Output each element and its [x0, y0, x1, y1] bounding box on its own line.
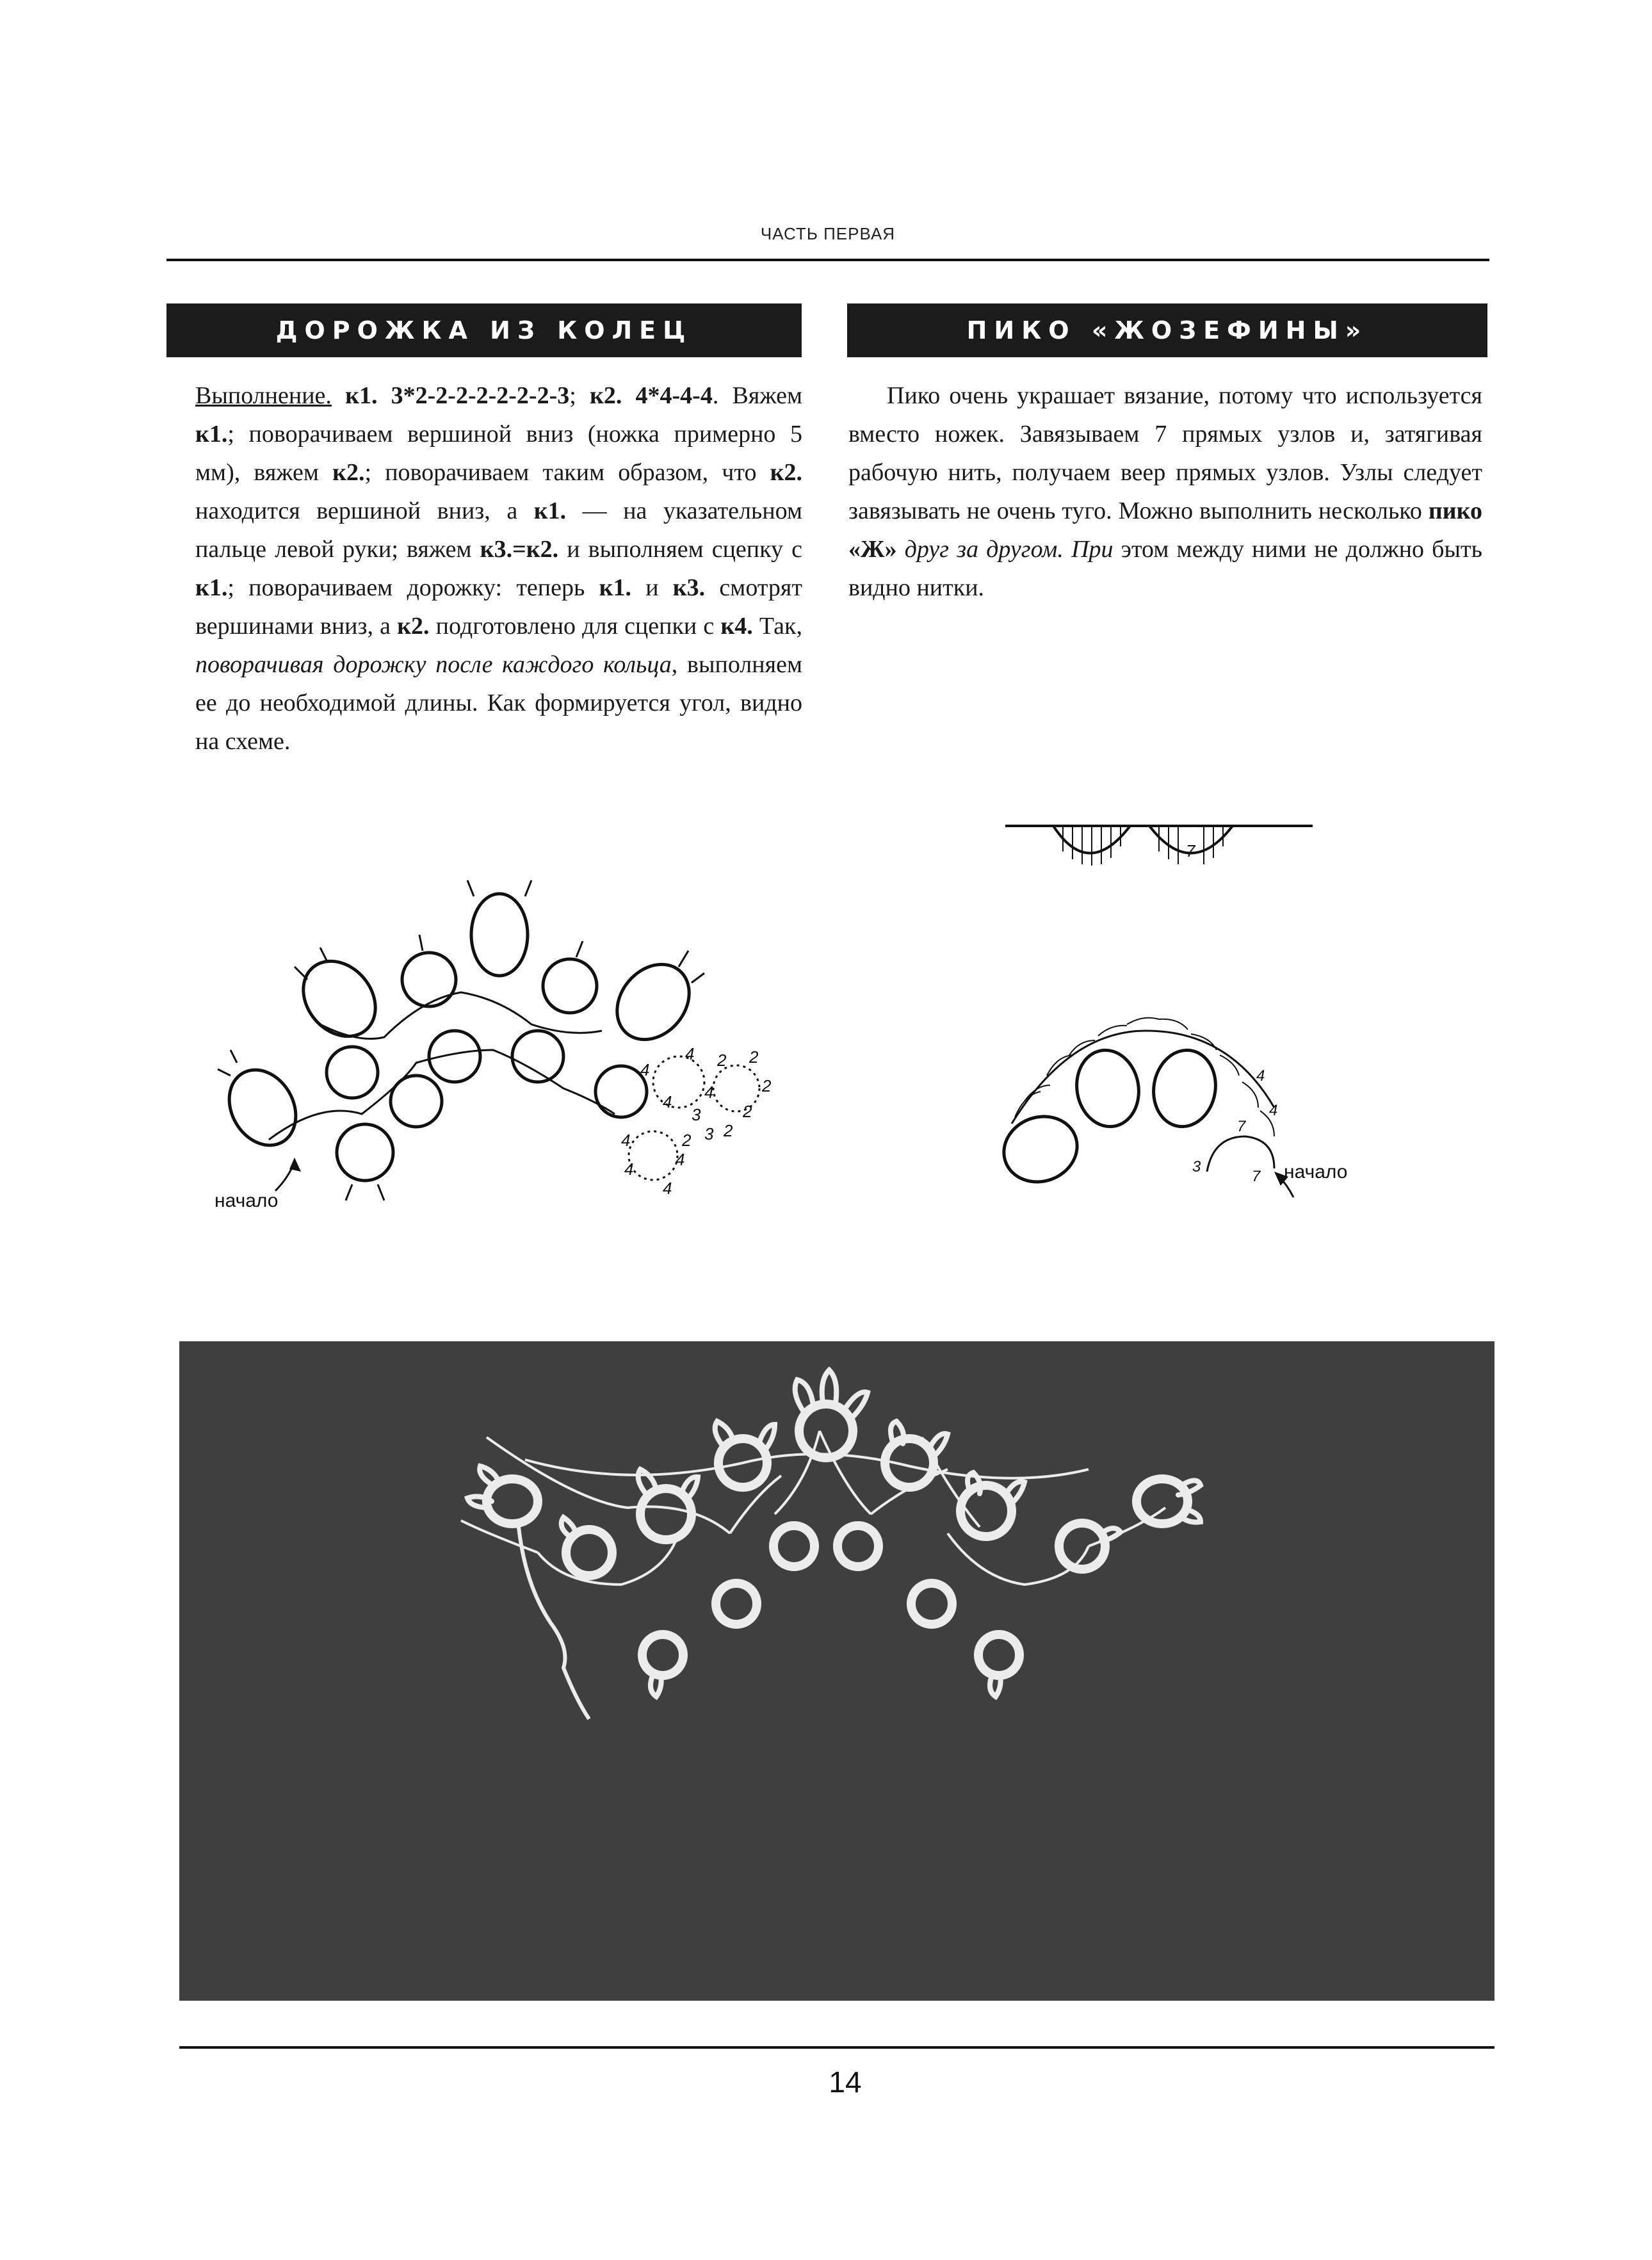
thread-tail	[519, 1527, 589, 1719]
ring	[327, 1047, 378, 1098]
ring	[595, 1066, 647, 1117]
ring	[337, 1124, 393, 1181]
ring	[391, 1076, 442, 1127]
tatting-photo	[179, 1341, 1494, 2001]
knot-count-label: 4	[1269, 1102, 1278, 1119]
ring-count-label: 2	[762, 1076, 772, 1095]
rings-path-diagram	[192, 871, 820, 1229]
ring-count-label: 4	[685, 1044, 695, 1063]
ring-count-label: 2	[717, 1051, 727, 1070]
start-label: начало	[215, 1190, 279, 1211]
ring	[1147, 1045, 1221, 1132]
ring-in-progress	[1207, 1136, 1274, 1172]
section-heading-rings-path: ДОРОЖКА ИЗ КОЛЕЦ	[166, 303, 802, 357]
ring-in-progress	[629, 1131, 677, 1180]
picot-loops	[467, 1370, 1201, 1697]
ring-in-progress	[653, 1056, 704, 1108]
ring	[429, 1031, 480, 1082]
knot-count-label: 7	[1252, 1168, 1261, 1185]
picots	[218, 880, 704, 1200]
ring-count-label: 4	[676, 1150, 685, 1169]
running-head: ЧАСТЬ ПЕРВАЯ	[760, 224, 896, 243]
ring	[216, 1058, 309, 1157]
ring-count-label: 2	[743, 1102, 752, 1121]
ring-count-label: 2	[724, 1121, 733, 1140]
knot-count-label: 7	[1186, 841, 1195, 860]
fan-hatching	[1063, 827, 1223, 866]
ring-count-label: 4	[624, 1159, 634, 1179]
bottom-rule	[179, 2046, 1494, 2049]
chain-arc	[1012, 1031, 1274, 1124]
label-execution: Выполнение.	[195, 382, 332, 409]
josephine-picot-description: Пико очень украшает вязание, потому что используется вместо ножек. Завязываем 7 прямых узлов и, затягивая рабочую нить, получаем веер прямых узлов. Узлы следует завязывать не очень туго. Можно выполнить несколько пико «Ж» друг за другом. При этом между ними не должно быть видно нитки.	[848, 382, 1482, 601]
ring	[402, 953, 456, 1006]
start-label: начало	[1284, 1161, 1348, 1182]
section-heading-josephine-picot: ПИКО «ЖОЗЕФИНЫ»	[847, 303, 1487, 357]
ring	[289, 947, 391, 1051]
ring	[1071, 1045, 1144, 1132]
ring	[471, 894, 528, 976]
ring-in-progress	[713, 1065, 759, 1111]
ring-count-label: 4	[704, 1083, 714, 1102]
ring-count-label: 4	[640, 1060, 650, 1079]
ring-count-label: 2	[682, 1131, 692, 1150]
ring-count-label: 4	[621, 1131, 631, 1150]
page-number: 14	[829, 2065, 862, 2099]
knot-count-label: 7	[1237, 1118, 1246, 1135]
josephine-picot-small-diagram	[999, 813, 1319, 884]
josephine-picot-diagram	[960, 980, 1396, 1223]
top-rule	[166, 259, 1489, 261]
ring-count-label: 2	[749, 1047, 759, 1067]
ring	[543, 959, 597, 1013]
ring	[512, 1031, 563, 1082]
knot-count-label: 4	[1256, 1067, 1265, 1085]
knot-count-label: 3	[1192, 1158, 1201, 1175]
ring	[603, 950, 704, 1054]
ring-count-label: 4	[663, 1179, 672, 1198]
ring	[994, 1106, 1086, 1192]
tatted-rings	[487, 1404, 1188, 1675]
ring-count-label: 3	[704, 1124, 714, 1143]
ring-count-label: 4	[663, 1092, 672, 1111]
ring-count-label: 3	[692, 1105, 701, 1124]
rings-path-instructions: Выполнение. к1. 3*2-2-2-2-2-2-2-3; к2. 4*4-4-4. Вяжем к1.; поворачиваем вершиной вниз (ножка примерно 5 мм), вяжем к2.; поворачиваем таким образом, что к2. находится вершиной вниз, а к1. — на указательном пальце левой руки; вяжем к3.=к2. и выполняем сцепку с к1.; поворачиваем дорожку: теперь к1. и к3. смотрят вершинами вниз, а к2. подготовлено для сцепки с к4. Так, поворачивая дорожку после каждого кольца, выполняем ее до необходимой длины. Как формируется угол, видно на схеме.	[195, 382, 803, 755]
